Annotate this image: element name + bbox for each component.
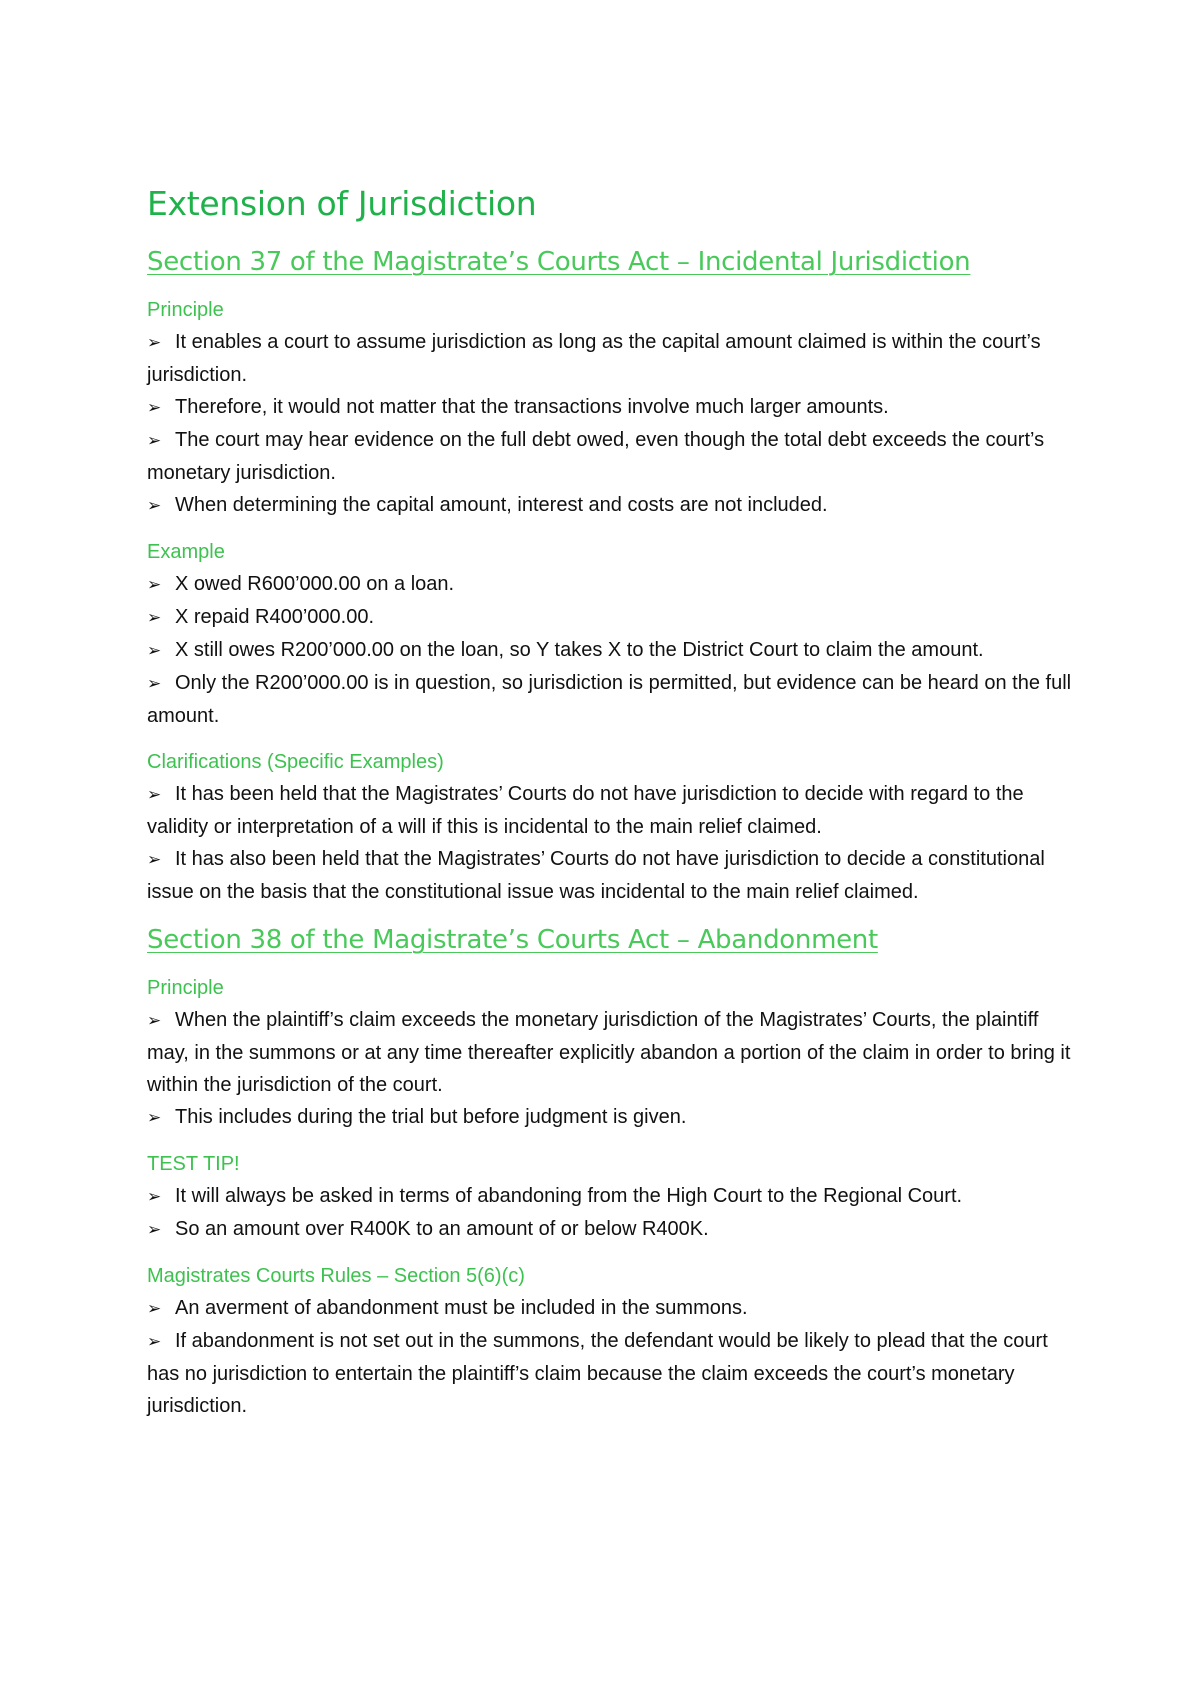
arrow-bullet-icon: ➢ xyxy=(147,398,162,418)
arrow-bullet-icon: ➢ xyxy=(147,1332,162,1352)
bullet-item xyxy=(147,568,1077,601)
bullet-item xyxy=(147,1180,1077,1213)
bullet-item xyxy=(147,1101,1077,1134)
arrow-bullet-icon: ➢ xyxy=(147,1299,162,1319)
bullet-text: If abandonment is not set out in the summons, the defendant would be likely to plead that the court has no jurisdiction to entertain the plaintiff’s claim because the claim exceeds the court’s monetary jurisdiction. xyxy=(147,1330,1048,1417)
bullet-text: When the plaintiff’s claim exceeds the monetary jurisdiction of the Magistrates’ Courts, the plaintiff may, in the summons or at any time thereafter explicitly abandon a portion of the claim in order to bring it within the jurisdiction of the court. xyxy=(147,1009,1071,1096)
block-label: Principle xyxy=(147,299,224,321)
arrow-bullet-icon: ➢ xyxy=(147,1220,162,1240)
bullet-item xyxy=(147,326,1077,391)
arrow-bullet-icon: ➢ xyxy=(147,333,162,353)
bullet-text: When determining the capital amount, interest and costs are not included. xyxy=(175,494,828,516)
arrow-bullet-icon: ➢ xyxy=(147,496,162,516)
arrow-bullet-icon: ➢ xyxy=(147,1011,162,1031)
section-heading: Section 37 of the Magistrate’s Courts Act – Incidental Jurisdiction xyxy=(147,247,971,277)
bullet-item xyxy=(147,1004,1077,1101)
arrow-bullet-icon: ➢ xyxy=(147,575,162,595)
bullet-item xyxy=(147,489,1077,522)
bullet-item xyxy=(147,634,1077,667)
content-block xyxy=(147,1260,1077,1422)
block-label: Example xyxy=(147,541,225,563)
bullet-text: X still owes R200’000.00 on the loan, so Y takes X to the District Court to claim the amount. xyxy=(175,639,984,661)
bullet-text: It will always be asked in terms of abandoning from the High Court to the Regional Court. xyxy=(175,1185,963,1207)
arrow-bullet-icon: ➢ xyxy=(147,850,162,870)
bullet-item xyxy=(147,424,1077,489)
bullet-text: X repaid R400’000.00. xyxy=(175,606,375,628)
block-label: TEST TIP! xyxy=(147,1153,240,1175)
bullet-text: The court may hear evidence on the full debt owed, even though the total debt exceeds the court’s monetary jurisdiction. xyxy=(147,429,1045,484)
document-page xyxy=(147,182,1077,1436)
bullet-text: It has also been held that the Magistrates’ Courts do not have jurisdiction to decide a constitutional issue on the basis that the constitutional issue was incidental to the main relief claimed. xyxy=(147,848,1045,903)
bullet-item xyxy=(147,1292,1077,1325)
document-title: Extension of Jurisdiction xyxy=(147,184,537,223)
content-block xyxy=(147,746,1077,908)
bullet-text: An averment of abandonment must be included in the summons. xyxy=(175,1297,748,1319)
bullet-item xyxy=(147,778,1077,843)
arrow-bullet-icon: ➢ xyxy=(147,1187,162,1207)
bullet-item xyxy=(147,1325,1077,1422)
bullet-text: It has been held that the Magistrates’ Courts do not have jurisdiction to decide with regard to the validity or interpretation of a will if this is incidental to the main relief claimed. xyxy=(147,783,1024,838)
arrow-bullet-icon: ➢ xyxy=(147,674,162,694)
bullet-item xyxy=(147,391,1077,424)
document-content xyxy=(147,244,1077,1422)
content-block xyxy=(147,1148,1077,1246)
bullet-item xyxy=(147,667,1077,732)
block-label: Principle xyxy=(147,977,224,999)
bullet-text: This includes during the trial but before judgment is given. xyxy=(175,1106,687,1128)
section-heading: Section 38 of the Magistrate’s Courts Act – Abandonment xyxy=(147,925,878,955)
arrow-bullet-icon: ➢ xyxy=(147,608,162,628)
bullet-item xyxy=(147,843,1077,908)
bullet-text: Therefore, it would not matter that the transactions involve much larger amounts. xyxy=(175,396,889,418)
block-label: Clarifications (Specific Examples) xyxy=(147,751,444,773)
bullet-item xyxy=(147,1213,1077,1246)
bullet-text: Only the R200’000.00 is in question, so jurisdiction is permitted, but evidence can be heard on the full amount. xyxy=(147,672,1072,727)
bullet-text: X owed R600’000.00 on a loan. xyxy=(175,573,455,595)
content-block xyxy=(147,972,1077,1134)
block-label: Magistrates Courts Rules – Section 5(6)(c) xyxy=(147,1265,525,1287)
arrow-bullet-icon: ➢ xyxy=(147,641,162,661)
content-block xyxy=(147,294,1077,522)
arrow-bullet-icon: ➢ xyxy=(147,1108,162,1128)
bullet-item xyxy=(147,601,1077,634)
arrow-bullet-icon: ➢ xyxy=(147,431,162,451)
arrow-bullet-icon: ➢ xyxy=(147,785,162,805)
content-block xyxy=(147,536,1077,732)
bullet-text: It enables a court to assume jurisdiction as long as the capital amount claimed is within the court’s jurisdiction. xyxy=(147,331,1041,386)
bullet-text: So an amount over R400K to an amount of or below R400K. xyxy=(175,1218,709,1240)
